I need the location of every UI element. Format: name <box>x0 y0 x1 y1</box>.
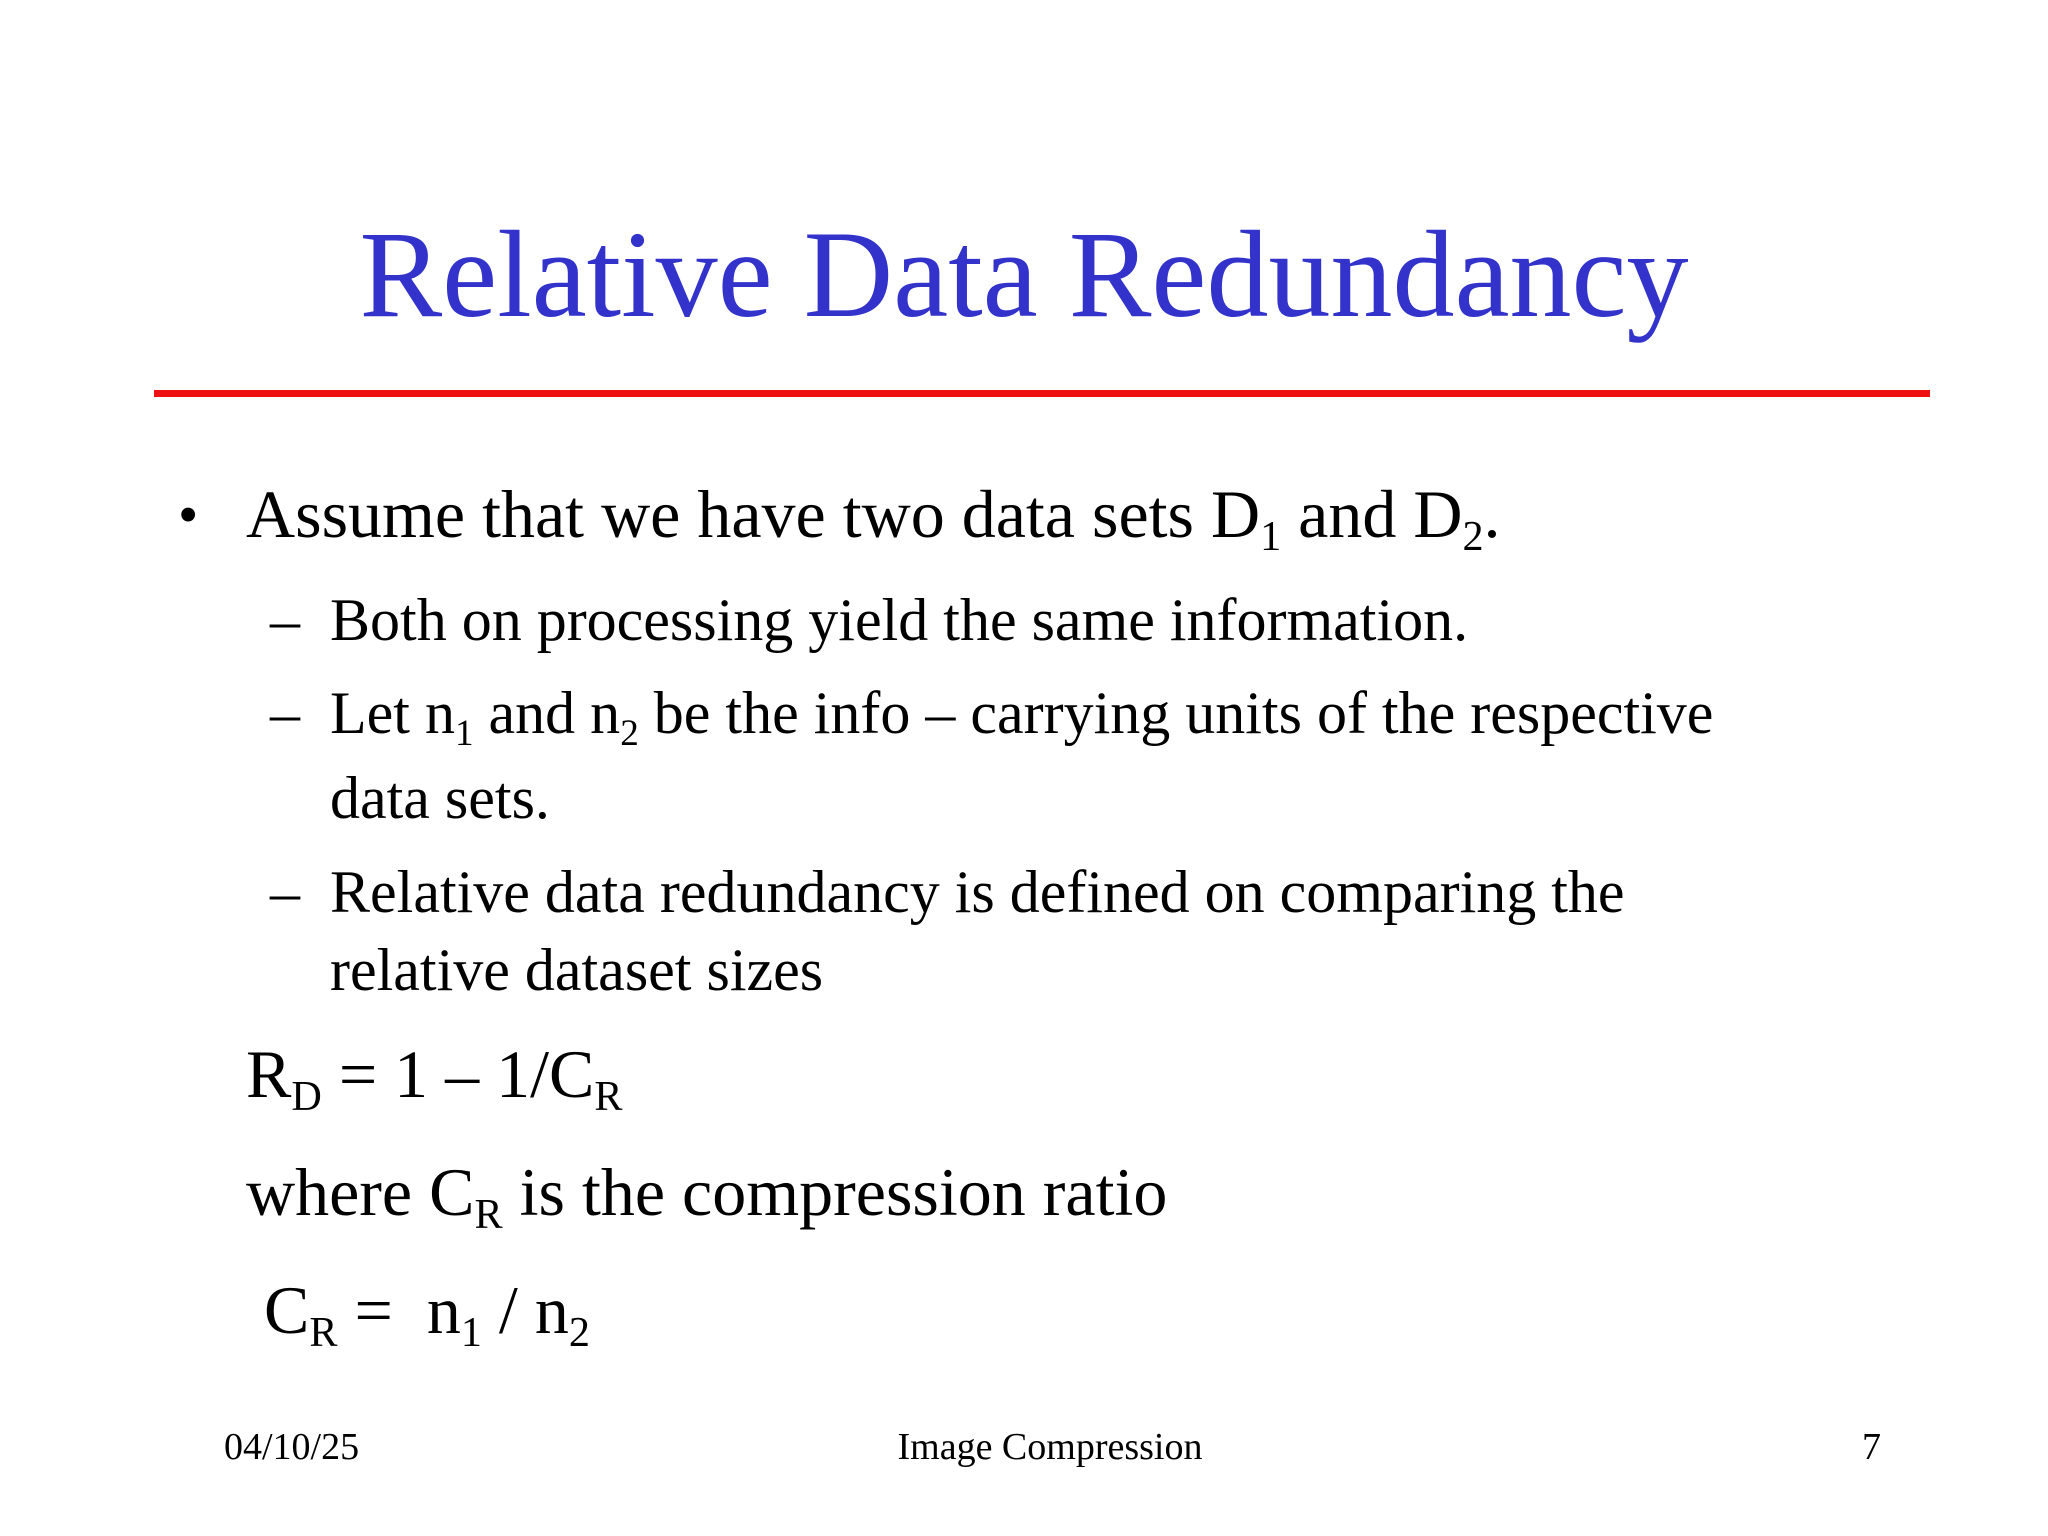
slide-title <box>0 200 2048 350</box>
subscript: 1 <box>460 1309 482 1357</box>
slide-title-text: Relative Data Redundancy <box>359 206 1689 343</box>
subscript: 2 <box>1462 513 1484 561</box>
formula-body: = n <box>337 1272 461 1348</box>
where-text-part: is the compression ratio <box>502 1154 1168 1230</box>
subbullet-marker: – <box>270 587 300 653</box>
footer-title: Image Compression <box>897 1426 1203 1468</box>
bullet-marker: • <box>178 482 199 547</box>
where-line <box>246 1154 1168 1239</box>
subbullet-2-text <box>330 680 1714 754</box>
where-text-part: where C <box>246 1154 475 1230</box>
bullet-text-part: Assume that we have two data sets D <box>246 476 1261 552</box>
subscript: D <box>291 1073 322 1121</box>
subbullet-marker: – <box>270 859 300 925</box>
subbullet-marker: – <box>270 680 300 746</box>
formula-cr <box>264 1272 590 1357</box>
subbullet-text-part: Let n <box>330 680 455 746</box>
formula-rd <box>246 1036 623 1121</box>
formula-symbol: R <box>246 1036 292 1112</box>
bullet-text-part: and D <box>1281 476 1463 552</box>
subbullet-3-text: Relative data redundancy is defined on comparing the <box>330 859 1625 925</box>
subbullet-text-part: be the info – carrying units of the respective <box>638 680 1714 746</box>
subscript: 2 <box>620 712 639 754</box>
formula-body: = 1 – 1/C <box>321 1036 595 1112</box>
subscript: R <box>309 1309 338 1357</box>
bullet-text-part: . <box>1483 476 1501 552</box>
subbullet-1-text: Both on processing yield the same information. <box>330 587 1469 653</box>
subscript: R <box>474 1191 503 1239</box>
footer-page-number: 7 <box>1862 1426 1881 1468</box>
subscript: 2 <box>568 1309 590 1357</box>
bullet-text <box>246 476 1501 561</box>
title-underline <box>154 390 1930 397</box>
subscript: 1 <box>1260 513 1282 561</box>
subbullet-text-part: and n <box>473 680 621 746</box>
subscript: R <box>594 1073 623 1121</box>
subscript: 1 <box>454 712 474 754</box>
formula-symbol: C <box>264 1272 310 1348</box>
subbullet-2-continuation: data sets. <box>330 765 550 831</box>
subbullet-3-continuation: relative dataset sizes <box>330 937 824 1003</box>
footer-date: 04/10/25 <box>224 1426 360 1468</box>
formula-body: / n <box>481 1272 569 1348</box>
